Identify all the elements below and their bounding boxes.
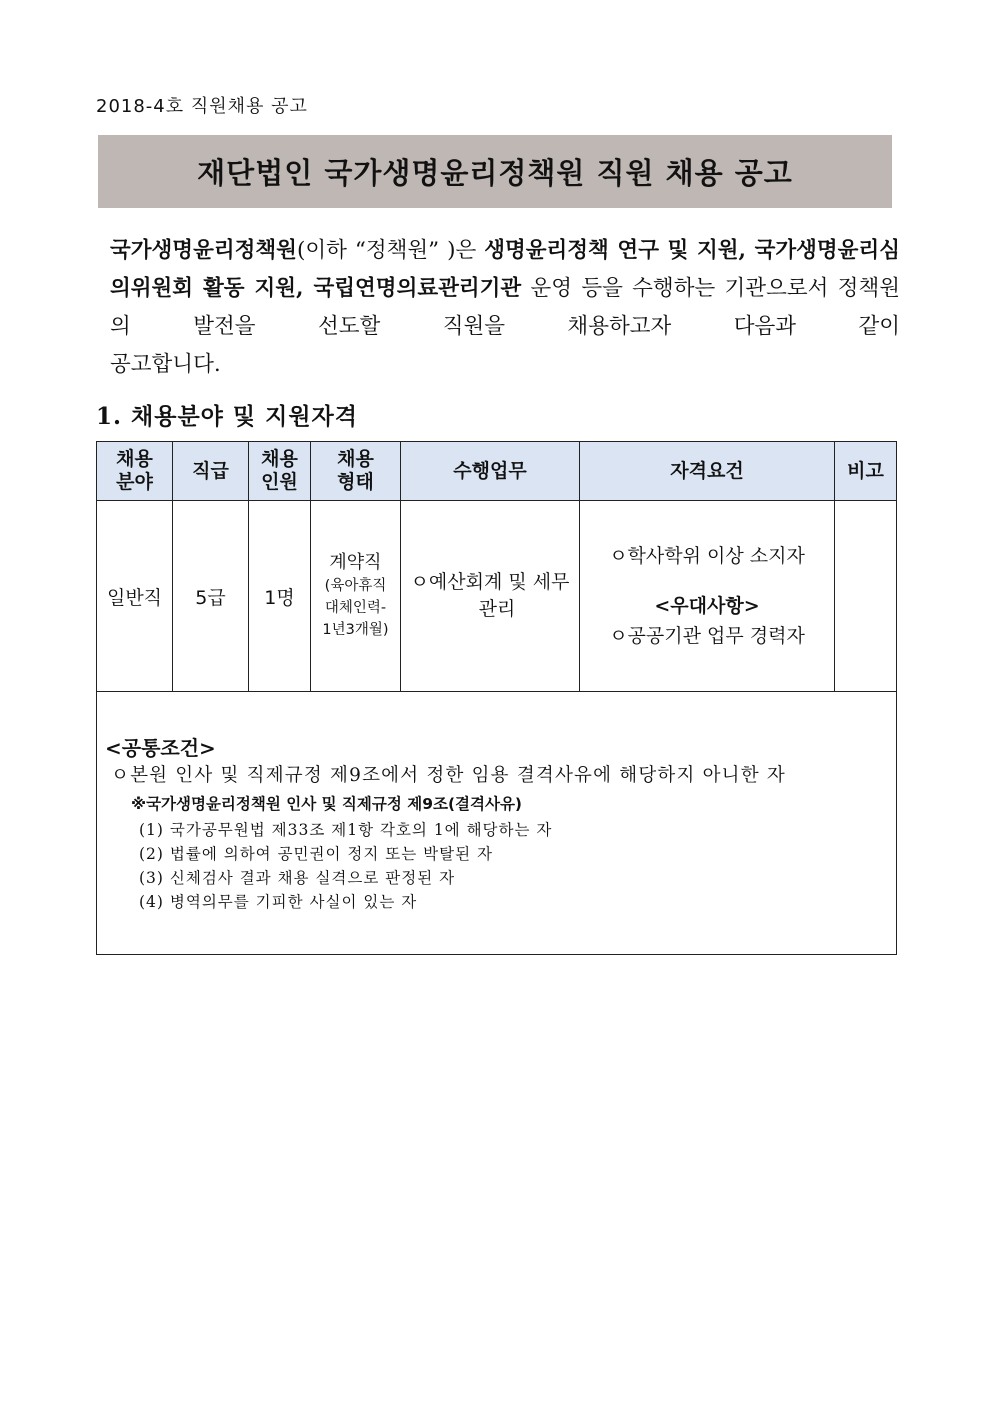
cell-duties: ㅇ예산회계 및 세무 관리 — [401, 501, 580, 692]
title-banner — [98, 135, 892, 208]
intro-text-1: (이하 “정책원” )은 — [296, 238, 485, 263]
common-title: <공통조건> — [105, 736, 216, 760]
list-item: (1) 국가공무원법 제33조 제1항 각호의 1에 해당하는 자 — [139, 821, 553, 839]
cell-count: 1명 — [249, 501, 311, 692]
cell-field: 일반직 — [97, 501, 173, 692]
notice-number: 2018-4호 직원채용 공고 — [96, 96, 308, 117]
header-type: 채용 형태 — [311, 442, 401, 501]
preference-item: ㅇ공공기관 업무 경력자 — [609, 625, 805, 647]
header-remarks: 비고 — [835, 442, 897, 501]
qual-requirement: ㅇ학사학위 이상 소지자 — [609, 545, 805, 567]
header-qualifications: 자격요건 — [580, 442, 835, 501]
header-grade: 직급 — [173, 442, 249, 501]
header-duties: 수행업무 — [401, 442, 580, 501]
section-heading: 1. 채용분야 및 지원자격 — [96, 403, 358, 430]
list-item: (4) 병역의무를 기피한 사실이 있는 자 — [139, 893, 418, 911]
note-title: ※국가생명윤리정책원 인사 및 직제규정 제9조(결격사유) — [131, 795, 523, 813]
recruit-table — [96, 441, 897, 955]
intro-text-3: 공고합니다. — [110, 352, 221, 377]
common-conditions — [97, 692, 897, 955]
header-field: 채용 분야 — [97, 442, 173, 501]
table-row — [97, 501, 897, 692]
intro-duties-bold: 생명윤리정책 연구 및 지원, 국가생명윤리심의위원회 활동 지원, 국립연명의료관리기관 — [110, 238, 900, 301]
intro-org-name: 국가생명윤리정책원 — [110, 238, 297, 263]
header-count: 채용 인원 — [249, 442, 311, 501]
list-item: (2) 법률에 의하여 공민권이 정지 또는 박탈된 자 — [139, 845, 493, 863]
page-title: 재단법인 국가생명윤리정책원 직원 채용 공고 — [197, 156, 793, 190]
intro-paragraph — [110, 232, 900, 384]
common-conditions-row — [97, 692, 897, 955]
list-item: (3) 신체검사 결과 채용 실격으로 판정된 자 — [139, 869, 456, 887]
cell-remarks — [835, 501, 897, 692]
intro-text-2: 운영 등을 수행하는 기관으로서 정책원의 발전을 선도할 직원을 채용하고자 다음과 같이 — [110, 276, 900, 339]
preference-title: <우대사항> — [654, 595, 760, 617]
cell-grade: 5급 — [173, 501, 249, 692]
common-main: ㅇ본원 인사 및 직제규정 제9조에서 정한 임용 결격사유에 해당하지 아니한 자 — [111, 765, 786, 786]
table-header-row — [97, 442, 897, 501]
cell-qualifications — [580, 501, 835, 692]
cell-type: 계약직 (육아휴직 대체인력- 1년3개월) — [311, 501, 401, 692]
